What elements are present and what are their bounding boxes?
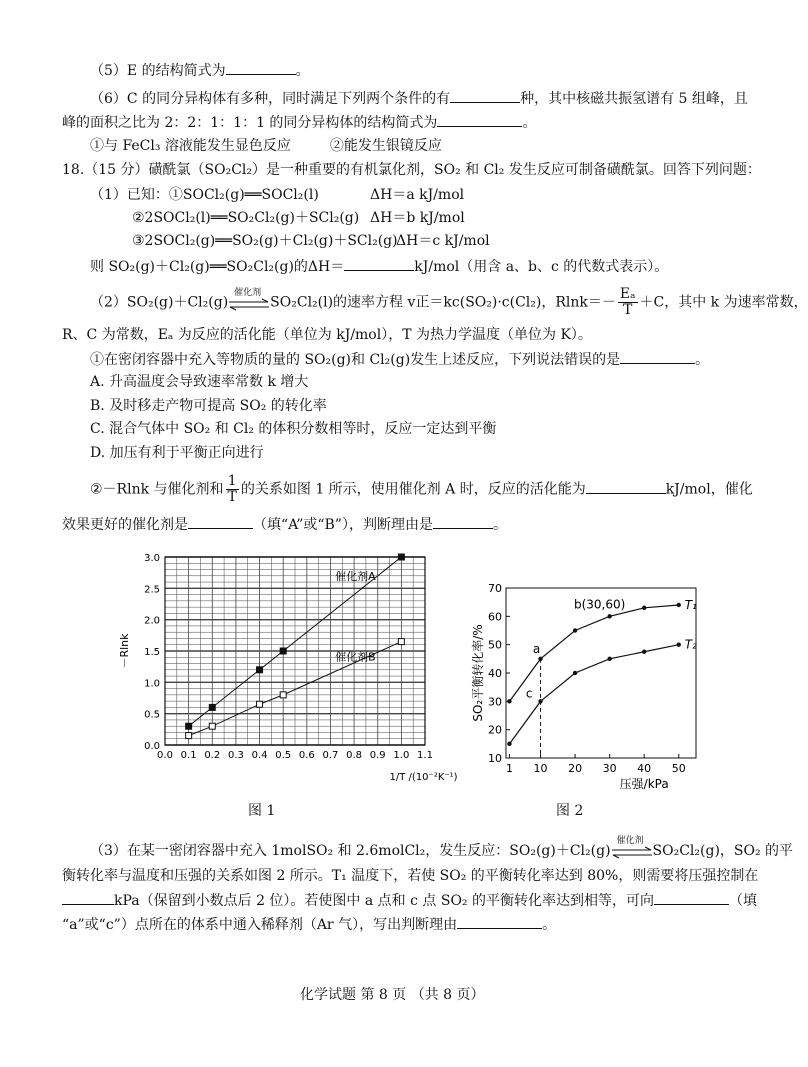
p1-dh2: ΔH＝b kJ/mol xyxy=(370,210,465,226)
data-point-marker xyxy=(642,606,646,610)
p2-q1-blank[interactable] xyxy=(620,349,695,364)
data-point-marker xyxy=(573,628,577,632)
data-point-marker xyxy=(257,701,263,707)
series-label-b: 催化剂B xyxy=(335,650,376,664)
data-point-marker xyxy=(507,742,511,746)
x-tick-label: 0.7 xyxy=(322,750,339,761)
fraction-denominator: T xyxy=(623,302,633,318)
series-label: T₁ xyxy=(684,598,697,612)
y-tick-label: 20 xyxy=(488,723,502,737)
p2-question-2-line2 xyxy=(62,514,507,535)
p2-q2-text-a: ②－Rlnk 与催化剂和 xyxy=(90,481,224,498)
point-blank[interactable] xyxy=(654,890,729,905)
y-tick-label: 1.5 xyxy=(144,647,160,658)
data-point-marker xyxy=(607,657,611,661)
p2-q2-text-b: 的关系如图 1 所示，使用催化剂 A 时，反应的活化能为 xyxy=(240,481,586,498)
p1-ask xyxy=(90,256,668,277)
data-point-marker xyxy=(573,671,577,675)
q6-text-1b: 种，其中核磁共振氢谱有 5 组峰，且 xyxy=(520,91,748,107)
y-tick-label: 2.0 xyxy=(144,615,160,627)
p2-reactants: （2）SO₂(g)＋Cl₂(g) xyxy=(90,294,229,311)
p1-eq2: ②2SOCl₂(l)══SO₂Cl₂(g)＋SCl₂(g) xyxy=(132,210,360,226)
equilibrium-arrow-icon xyxy=(228,287,270,313)
p2-rate-equation xyxy=(90,287,808,318)
p1-ask-end: kJ/mol（用含 a、b、c 的代数式表示）。 xyxy=(414,259,669,275)
y-tick-label: 30 xyxy=(488,695,502,709)
data-point-marker xyxy=(538,657,542,661)
p2-rate-text: SO₂Cl₂(l)的速率方程 v正＝kc(SO₂)·c(Cl₂)，Rlnk＝－ xyxy=(270,294,616,311)
q6-condition-1: ①与 FeCl₃ 溶液能发生显色反应 xyxy=(90,138,291,154)
q6-condition-2: ②能发生银镜反应 xyxy=(329,138,442,154)
q6-end: 。 xyxy=(522,115,537,131)
y-tick-label: 2.5 xyxy=(144,584,160,596)
x-tick-label: 30 xyxy=(602,762,617,775)
data-point-marker xyxy=(677,642,681,646)
data-point-marker xyxy=(642,650,646,654)
p2-q1-text: ①在密闭容器中充入等物质的量的 SO₂(g)和 Cl₂(g)发生上述反应，下列说法错误的是 xyxy=(90,352,621,368)
pressure-blank[interactable] xyxy=(62,890,114,905)
q6-conditions xyxy=(90,136,442,156)
data-point-marker xyxy=(607,614,611,618)
option-b: B. 及时移走产物可提高 SO₂ 的转化率 xyxy=(90,398,327,414)
x-axis-label: 1/T /(10⁻²K⁻¹) xyxy=(389,772,458,783)
q5-end: 。 xyxy=(295,63,310,79)
data-point-marker xyxy=(398,639,404,645)
q6-text-1: （6）C 的同分异构体有多种，同时满足下列两个条件的有 xyxy=(90,91,451,107)
question-6-line2 xyxy=(62,112,536,133)
data-point-marker xyxy=(257,667,263,673)
p1-dh1: ΔH＝a kJ/mol xyxy=(370,187,465,203)
p2-line2: R、C 为常数，Eₐ 为反应的活化能（单位为 kJ/mol），T 为热力学温度（单位为 K）。 xyxy=(62,327,592,343)
reason-blank[interactable] xyxy=(433,514,493,529)
x-tick-label: 0.5 xyxy=(275,750,292,761)
p3-line4 xyxy=(62,914,556,935)
p3-line4-end: 。 xyxy=(542,917,557,933)
p2-q2-line2-b: （填“A”或“B”），判断理由是 xyxy=(253,517,433,533)
option-c: C. 混合气体中 SO₂ 和 Cl₂ 的体积分数相等时，反应一定达到平衡 xyxy=(90,421,497,437)
p3-line4-text: “a”或“c”）点所在的体系中通入稀释剂（Ar 气），写出判断理由 xyxy=(62,917,458,933)
p1-ask-text: 则 SO₂(g)＋Cl₂(g)══SO₂Cl₂(g)的ΔH＝ xyxy=(90,259,345,275)
q5-text: E 的结构简式为 xyxy=(126,63,226,79)
figure-2-caption: 图 2 xyxy=(556,803,584,819)
question-5 xyxy=(90,60,310,81)
annotation-c: c xyxy=(525,686,533,701)
activation-energy-blank[interactable] xyxy=(586,479,666,494)
q6-text-2: 峰的面积之比为 2：2：1：1：1 的同分异构体的结构简式为 xyxy=(62,115,438,131)
y-tick-label: 1.0 xyxy=(144,678,160,690)
x-tick-label: 1.1 xyxy=(417,750,433,761)
y-tick-label: 70 xyxy=(488,582,502,595)
y-tick-label: 40 xyxy=(488,667,502,680)
x-tick-label: 20 xyxy=(568,762,583,775)
p2-q2-text-c: kJ/mol，催化 xyxy=(665,481,753,498)
p3-line2: 衡转化率与温度和压强的关系如图 2 所示。T₁ 温度下，若使 SO₂ 的平衡转化率达到 80%，则需要将压强控制在 xyxy=(62,868,759,884)
annotation-a: a xyxy=(532,641,541,656)
data-point-marker xyxy=(209,723,215,729)
option-d: D. 加压有利于平衡正向进行 xyxy=(90,445,264,461)
better-catalyst-blank[interactable] xyxy=(188,514,253,529)
data-point-marker xyxy=(507,699,511,703)
x-tick-label: 1 xyxy=(505,762,513,775)
fraction-numerator-1: 1 xyxy=(226,474,239,490)
ea-over-t-fraction xyxy=(618,287,638,318)
p1-dh3: ΔH＝c kJ/mol xyxy=(396,233,490,249)
x-tick-label: 0.3 xyxy=(227,750,244,761)
data-point-marker xyxy=(186,723,192,729)
data-point-marker xyxy=(398,554,404,560)
p2-question-2 xyxy=(90,474,753,505)
figure-1-caption: 图 1 xyxy=(248,803,276,819)
x-tick-label: 0.0 xyxy=(157,750,173,761)
x-tick-label: 0.1 xyxy=(180,750,197,761)
x-tick-label: 0.9 xyxy=(369,750,386,761)
x-tick-label: 50 xyxy=(671,762,686,775)
question-18-header: 18.（15 分）磺酰氯（SO₂Cl₂）是一种重要的有机氯化剂，SO₂ 和 Cl₂ 发生反应可制备磺酰氯。回答下列问题： xyxy=(62,162,761,178)
y-tick-label: 0.5 xyxy=(144,709,160,721)
y-tick-label: 0.0 xyxy=(144,741,160,752)
catalyst-label: 催化剂 xyxy=(616,836,644,846)
data-point-marker xyxy=(280,648,286,654)
plot-frame xyxy=(506,588,696,758)
data-point-marker xyxy=(677,603,681,607)
data-point-marker xyxy=(209,704,215,710)
fraction-denominator-t: T xyxy=(227,489,237,505)
p3-line1 xyxy=(90,836,794,862)
figure-2-chart xyxy=(468,560,728,800)
p2-question-1 xyxy=(90,349,709,370)
x-tick-label: 0.8 xyxy=(346,750,363,761)
x-tick-label: 1.0 xyxy=(393,750,410,761)
equilibrium-arrow-icon xyxy=(611,836,653,861)
p1-eq3: ③2SOCl₂(g)══SO₂(g)＋Cl₂(g)＋SCl₂(g) xyxy=(132,233,398,249)
y-axis-label: SO₂平衡转化率/% xyxy=(471,624,485,722)
p2-q1-end: 。 xyxy=(695,352,710,368)
data-point-marker xyxy=(538,699,542,703)
p1-eq1: （1）已知：①SOCl₂(g)══SOCl₂(l) xyxy=(90,187,319,203)
y-axis-label: －Rlnk xyxy=(118,633,131,669)
annotation-b: b(30,60) xyxy=(573,597,626,612)
y-tick-label: 50 xyxy=(488,638,502,652)
p3-line3 xyxy=(62,890,757,911)
y-tick-label: 3.0 xyxy=(144,553,160,564)
p2-rate-text-end: ＋C，其中 k 为速率常数， xyxy=(639,294,808,311)
page-footer: 化学试题 第 8 页 （共 8 页） xyxy=(300,987,485,1003)
p3-line3-text: kPa（保留到小数点后 2 位）。若使图中 a 点和 c 点 SO₂ 的平衡转化率达到相等，可向 xyxy=(114,893,654,909)
x-tick-label: 0.6 xyxy=(298,750,315,761)
series-line-t2 xyxy=(509,645,678,744)
catalyst-label: 催化剂 xyxy=(234,287,262,298)
y-tick-label: 10 xyxy=(488,752,502,765)
q5-number: （5） xyxy=(90,63,127,79)
p3-text-b: SO₂Cl₂(g)，SO₂ 的平 xyxy=(652,843,794,859)
p1-dh-blank[interactable] xyxy=(344,256,414,271)
x-axis-label: 压强/kPa xyxy=(619,777,669,791)
x-tick-label: 0.2 xyxy=(204,750,221,761)
x-tick-label: 40 xyxy=(637,762,652,775)
x-tick-label: 10 xyxy=(533,762,548,775)
x-tick-label: 0.4 xyxy=(251,750,268,761)
one-over-t-fraction xyxy=(226,474,239,505)
data-point-marker xyxy=(186,733,192,739)
p3-text-a: （3）在某一密闭容器中充入 1molSO₂ 和 2.6molCl₂，发生反应：SO₂(g)＋Cl₂(g) xyxy=(90,843,611,859)
p3-reason-blank[interactable] xyxy=(457,914,542,929)
p2-q2-line2-c: 。 xyxy=(492,517,507,533)
data-point-marker xyxy=(280,692,286,698)
figure-1-chart xyxy=(110,545,458,790)
y-tick-label: 60 xyxy=(488,610,502,624)
question-6-line1 xyxy=(90,88,748,109)
q6-count-blank[interactable] xyxy=(450,88,520,103)
p2-q2-line2-a: 效果更好的催化剂是 xyxy=(62,517,188,533)
fraction-numerator: Eₐ xyxy=(619,286,636,302)
series-label-a: 催化剂A xyxy=(335,570,376,584)
series-label: T₂ xyxy=(684,637,697,652)
option-a: A. 升高温度会导致速率常数 k 增大 xyxy=(90,374,309,390)
p3-line3-end: （填 xyxy=(729,893,757,909)
q6-structure-blank[interactable] xyxy=(437,112,522,127)
q5-answer-blank[interactable] xyxy=(226,60,296,75)
